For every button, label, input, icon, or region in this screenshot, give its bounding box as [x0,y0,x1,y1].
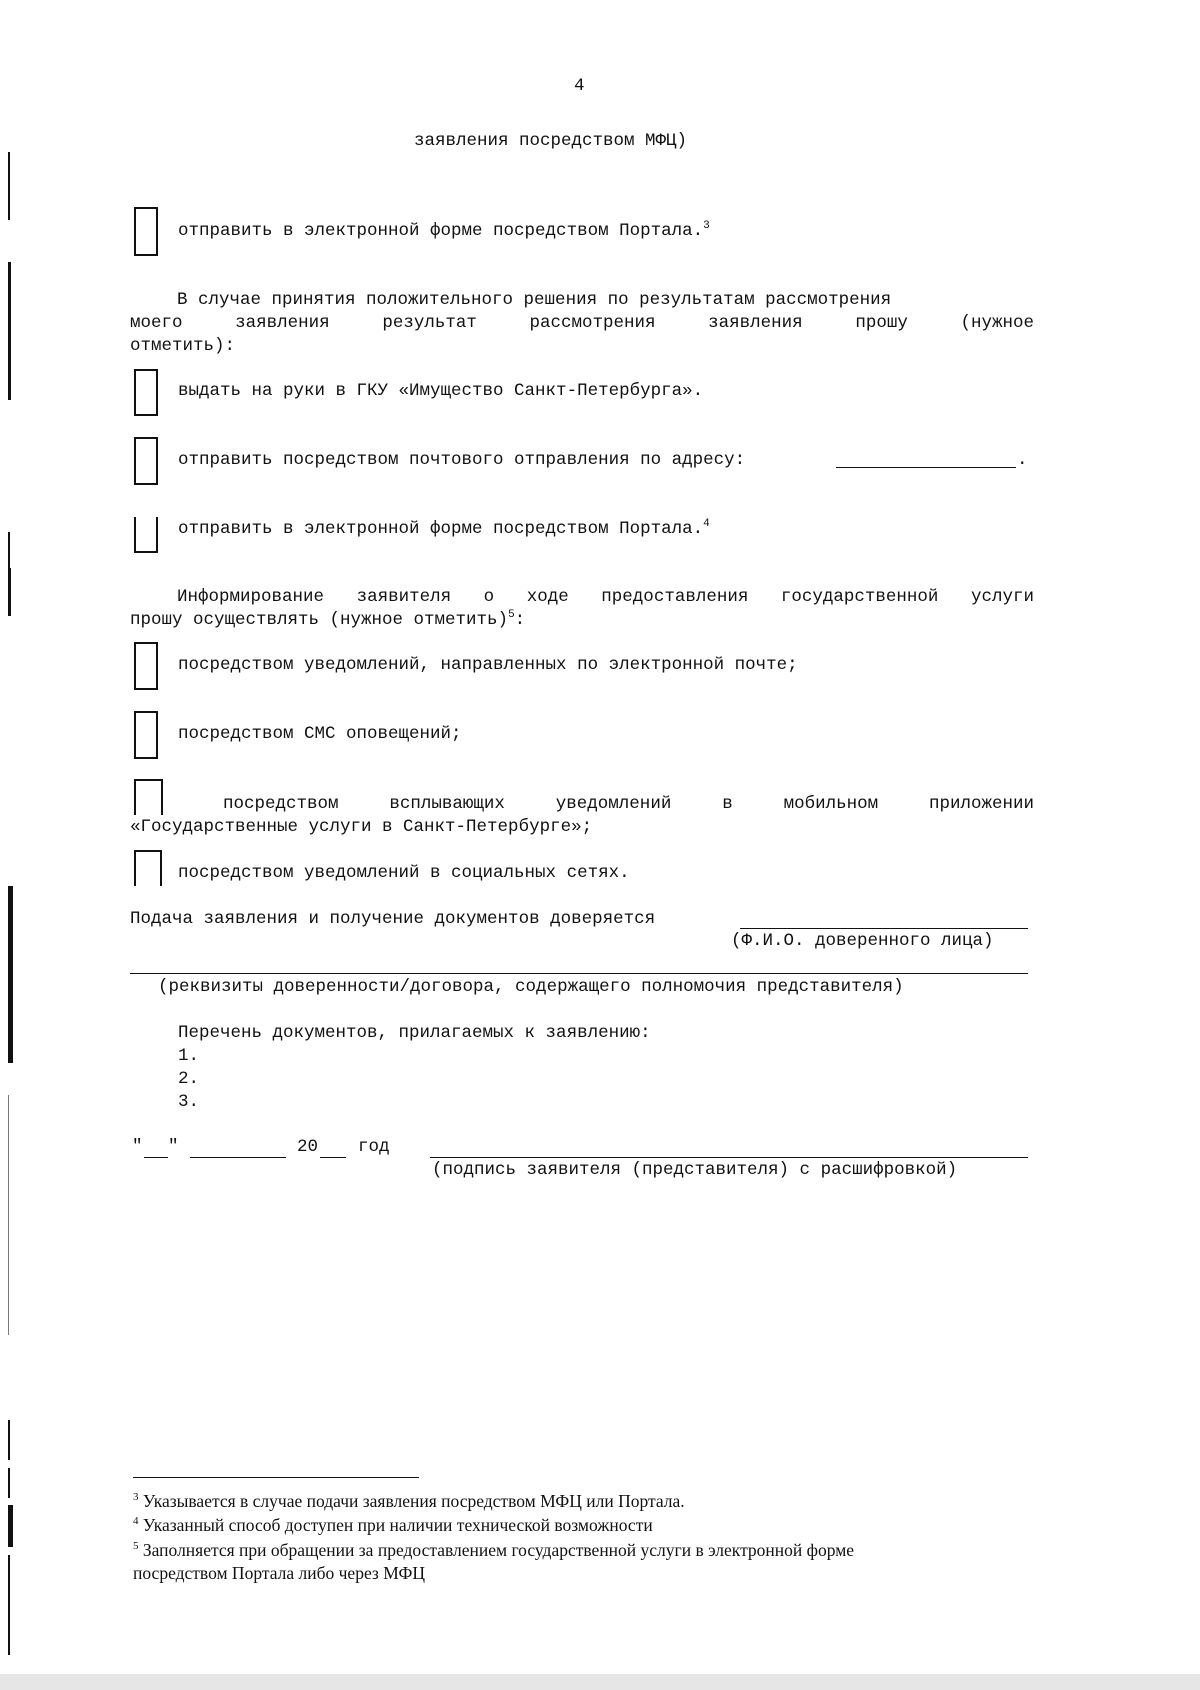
result-option-post-label: отправить посредством почтового отправления по адресу: [178,450,746,470]
date-day-field[interactable] [144,1156,168,1158]
footnote-5: $^5$ Заполняется при обращении за предоставлением государственной услуги в электронной форме посредством Портала либо через МФЦ [133,1540,855,1583]
inform-option-sms-label: посредством СМС оповещений; [178,724,462,744]
trusted-person-field[interactable] [740,927,1028,929]
date-year-word: год [358,1137,390,1157]
checkbox-inform-email[interactable] [134,642,158,690]
page-number: 4 [574,76,585,96]
option-portal-submit-label: отправить в электронной форме посредством Портала.$^3$ [178,220,710,241]
proxy-details-caption: (реквизиты доверенности/договора, содержащего полномочия представителя) [158,977,904,997]
scan-edge-mark [8,568,11,616]
inform-intro-paragraph: Информирование заявителя о ходе предоставления государственной услуги прошу осуществлять (нужное отметить)$^5$: [130,587,1034,630]
post-address-suffix: . [1017,450,1028,470]
post-address-field[interactable] [836,466,1016,468]
scan-edge-mark [8,1505,13,1547]
checkbox-result-portal[interactable] [134,517,158,553]
footnote-divider [133,1477,419,1478]
documents-item: 1. [178,1046,200,1066]
signature-caption: (подпись заявителя (представителя) с расшифровкой) [432,1160,958,1180]
scan-edge-mark [8,886,13,1063]
footnote-4: $^4$ Указанный способ доступен при наличии технической возможности [133,1515,653,1535]
checkbox-inform-sms[interactable] [134,711,158,759]
scan-edge-mark [8,1420,10,1460]
documents-title: Перечень документов, прилагаемых к заявлению: [178,1023,651,1043]
trusted-person-caption: (Ф.И.О. доверенного лица) [731,931,994,951]
result-option-portal-label: отправить в электронной форме посредством Портала.$^4$ [178,518,710,539]
checkbox-result-post[interactable] [134,437,158,485]
checkbox-result-hand[interactable] [134,369,158,416]
date-year-prefix: 20 [297,1137,319,1157]
scan-bottom-band [0,1674,1200,1690]
checkbox-inform-social[interactable] [134,850,162,886]
date-quote-close: " [168,1137,179,1157]
scan-edge-mark [8,1095,9,1335]
result-option-hand-label: выдать на руки в ГКУ «Имущество Санкт-Петербурга». [178,381,704,401]
checkbox-portal-submit[interactable] [134,207,158,256]
scan-edge-mark [8,1555,10,1655]
signature-field[interactable] [430,1156,1028,1158]
footnote-3: $^3$ Указывается в случае подачи заявления посредством МФЦ или Портала. [133,1491,685,1511]
heading-continuation: заявления посредством МФЦ) [414,131,688,151]
inform-option-social-label: посредством уведомлений в социальных сетях. [178,863,630,883]
result-intro-paragraph: В случае принятия положительного решения по результатам рассмотрения моего заявления результат рассмотрения заявления прошу (нужное отметить): [130,290,1034,356]
documents-item: 2. [178,1069,200,1089]
proxy-details-field[interactable] [130,972,1028,974]
scan-edge-mark [8,1468,10,1498]
trust-text: Подача заявления и получение документов доверяется [130,909,656,929]
scan-edge-mark [8,262,11,400]
date-quote-open: " [132,1137,143,1157]
date-month-field[interactable] [190,1156,286,1158]
scan-edge-mark [8,152,10,220]
documents-item: 3. [178,1092,200,1112]
inform-option-mobile-app-label: посредством всплывающих уведомлений в мобильном приложении «Государственные услуги в Санкт-Петербурге»; [130,794,1034,837]
inform-option-email-label: посредством уведомлений, направленных по электронной почте; [178,655,798,675]
date-year-field[interactable] [320,1156,346,1158]
